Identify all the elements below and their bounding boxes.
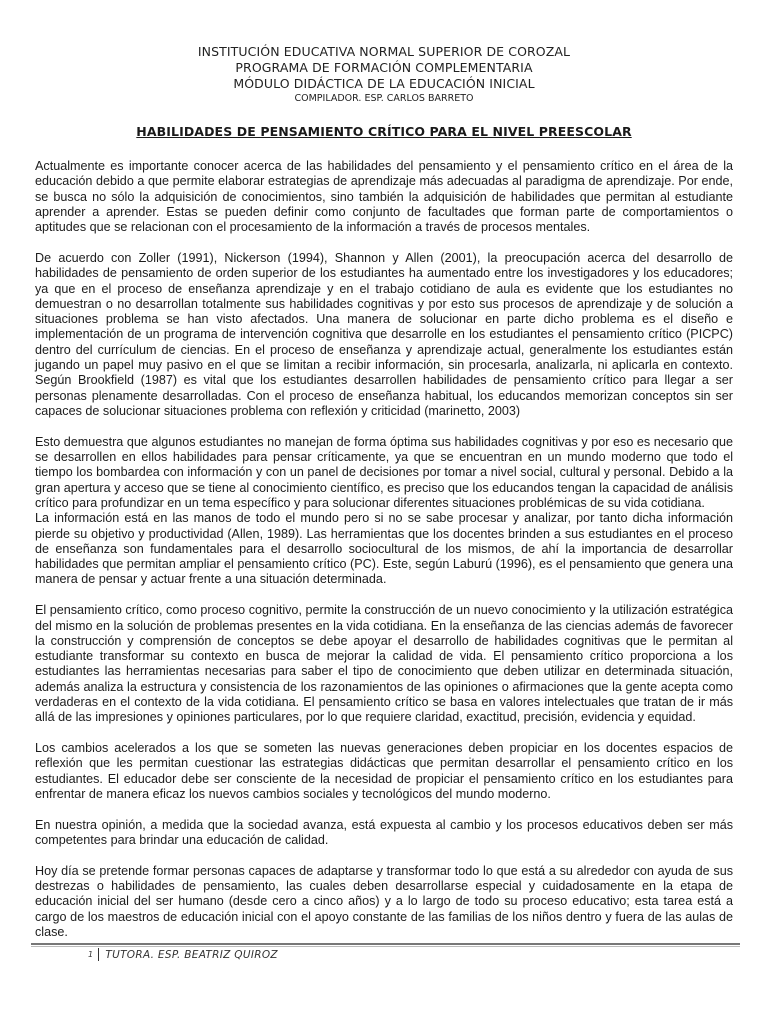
paragraph-background: De acuerdo con Zoller (1991), Nickerson (1994), Shannon y Allen (2001), la preocupación acerca del desarrollo de habilidades de pensamiento de orden superior de los estudiantes ha aumentado entre los investigadores y los educadores; ya que en el proceso de enseñanza aprendizaje y en el trabajo cotidiano de aula es evidente que los estudiantes no demuestran o no desarrollan totalmente sus habilidades cognitivas y por esto sus procesos de aprendizaje y de solución a situaciones problema se han visto afectados. Una manera de solucionar en parte dicho problema es el diseño e implementación de un programa de intervención cognitiva que desarrolle en los estudiantes el pensamiento crítico (PICPC) dentro del currículum de ciencias. En el proceso de enseñanza y aprendizaje actual, generalmente los estudiantes están jugando un papel muy pasivo en el que se limitan a recibir información, sin procesarla, analizarla, ni aplicarla en contexto. Según Brookfield (1987) es vital que los estudiantes desarrollen habilidades de pensamiento crítico para llegar a ser personas plenamente desarrolladas. Con el proceso de enseñanza habitual, los educandos memorizan conceptos sin ser capaces de solucionar situaciones problema con reflexión y criticidad (marinetto, 2003): [35, 250, 733, 418]
paragraph-intro: Actualmente es importante conocer acerca de las habilidades del pensamiento y el pensamiento crítico en el área de la educación debido a que permite elaborar estrategias de aprendizaje más adecuadas al paradigma de aprendizaje. Por ende, se busca no sólo la adquisición de conocimientos, sino también la adquisición de habilidades que permitan al estudiante aprender a aprender. Estas se pueden definir como conjunto de facultades que forman parte de comportamientos o aptitudes que se relacionan con el procesamiento de la información a través de procesos mentales.: [35, 159, 733, 235]
page-number: 1: [88, 950, 94, 959]
program-name: PROGRAMA DE FORMACIÓN COMPLEMENTARIA: [235, 60, 533, 75]
document-title: HABILIDADES DE PENSAMIENTO CRÍTICO PARA EL NIVEL PREESCOLAR: [136, 124, 632, 139]
paragraph-opinion: En nuestra opinión, a medida que la sociedad avanza, está expuesta al cambio y los procesos educativos deben ser más competentes para brindar una educación de calidad.: [35, 817, 733, 848]
module-name: MÓDULO DIDÁCTICA DE LA EDUCACIÓN INICIAL: [233, 76, 535, 91]
footer-divider-thin: [31, 946, 740, 947]
compiler-credit: COMPILADOR. ESP. CARLOS BARRETO: [294, 93, 474, 104]
document-body: [35, 159, 733, 956]
page-footer: [88, 948, 278, 961]
tutor-credit: TUTORA. ESP. BEATRIZ QUIROZ: [105, 948, 278, 961]
footer-divider: [31, 943, 740, 945]
institution-name: INSTITUCIÓN EDUCATIVA NORMAL SUPERIOR DE COROZAL: [197, 44, 571, 59]
paragraph-information: La información está en las manos de todo el mundo pero si no se sabe procesar y analizar, por tanto dicha información pierde su objetivo y productividad (Allen, 1989). Las herramientas que los docentes brinden a sus estudiantes en el proceso de enseñanza son fundamentales para el desarrollo sociocultural de los mismos, de ahí la importancia de desarrollar habilidades que permitan ampliar el pensamiento crítico (PC). Este, según Laburú (1996), es el pensamiento que genera una manera de pensar y actuar frente a una situación determinada.: [35, 511, 733, 587]
document-header: [0, 44, 768, 106]
paragraph-changes: Los cambios acelerados a los que se someten las nuevas generaciones deben propiciar en los docentes espacios de reflexión que les permitan cuestionar las estrategias didácticas que permitan desarrollar el pensamiento crítico en los estudiantes. El educador debe ser consciente de la necesidad de propiciar el pensamiento crítico en los estudiantes para enfrentar de manera eficaz los nuevos cambios sociales y tecnológicos del mundo moderno.: [35, 741, 733, 801]
paragraph-evidence: Esto demuestra que algunos estudiantes no manejan de forma óptima sus habilidades cognitivas y por eso es necesario que se desarrollen en ellos habilidades para pensar críticamente, ya que se encuentran en un mundo moderno que todo el tiempo los bombardea con información y con un panel de decisiones por tomar a nivel social, cultural y personal. Debido a la gran apertura y acceso que se tiene al conocimiento científico, es preciso que los educandos tengan la capacidad de análisis crítico para profundizar en un tema específico y para solucionar diferentes situaciones problémicas de su vida cotidiana.: [35, 434, 733, 510]
paragraph-critical-thinking: El pensamiento crítico, como proceso cognitivo, permite la construcción de un nuevo conocimiento y la utilización estratégica del mismo en la solución de problemas presentes en la vida cotidiana. En la enseñanza de las ciencias además de favorecer la construcción y comprensión de conceptos se debe apoyar el desarrollo de habilidades cognitivas que le permitan al estudiante transformar su contexto en busca de mejorar la calidad de vida. El pensamiento crítico proporciona a los estudiantes las herramientas necesarias para saber el tipo de conocimiento que deben utilizar en determinada situación, además analiza la estructura y consistencia de los razonamientos de las opiniones o afirmaciones que la gente acepta como verdaderas en el contexto de la vida cotidiana. El pensamiento crítico se basa en valores intelectuales que tratan de ir más allá de las impresiones y opiniones particulares, por lo que requiere claridad, exactitud, precisión, evidencia y equidad.: [35, 603, 733, 725]
paragraph-today: Hoy día se pretende formar personas capaces de adaptarse y transformar todo lo que está a su alrededor con ayuda de sus destrezas o habilidades de pensamiento, las cuales deben desarrollarse especial y cuidadosamente en la etapa de educación inicial del ser humano (desde cero a cinco años) y a lo largo de todo su proceso educativo; esta tarea está a cargo de los maestros de educación inicial con el apoyo constante de las familias de los niños dentro y fuera de las aulas de clase.: [35, 863, 733, 940]
footer-separator: [98, 948, 99, 961]
